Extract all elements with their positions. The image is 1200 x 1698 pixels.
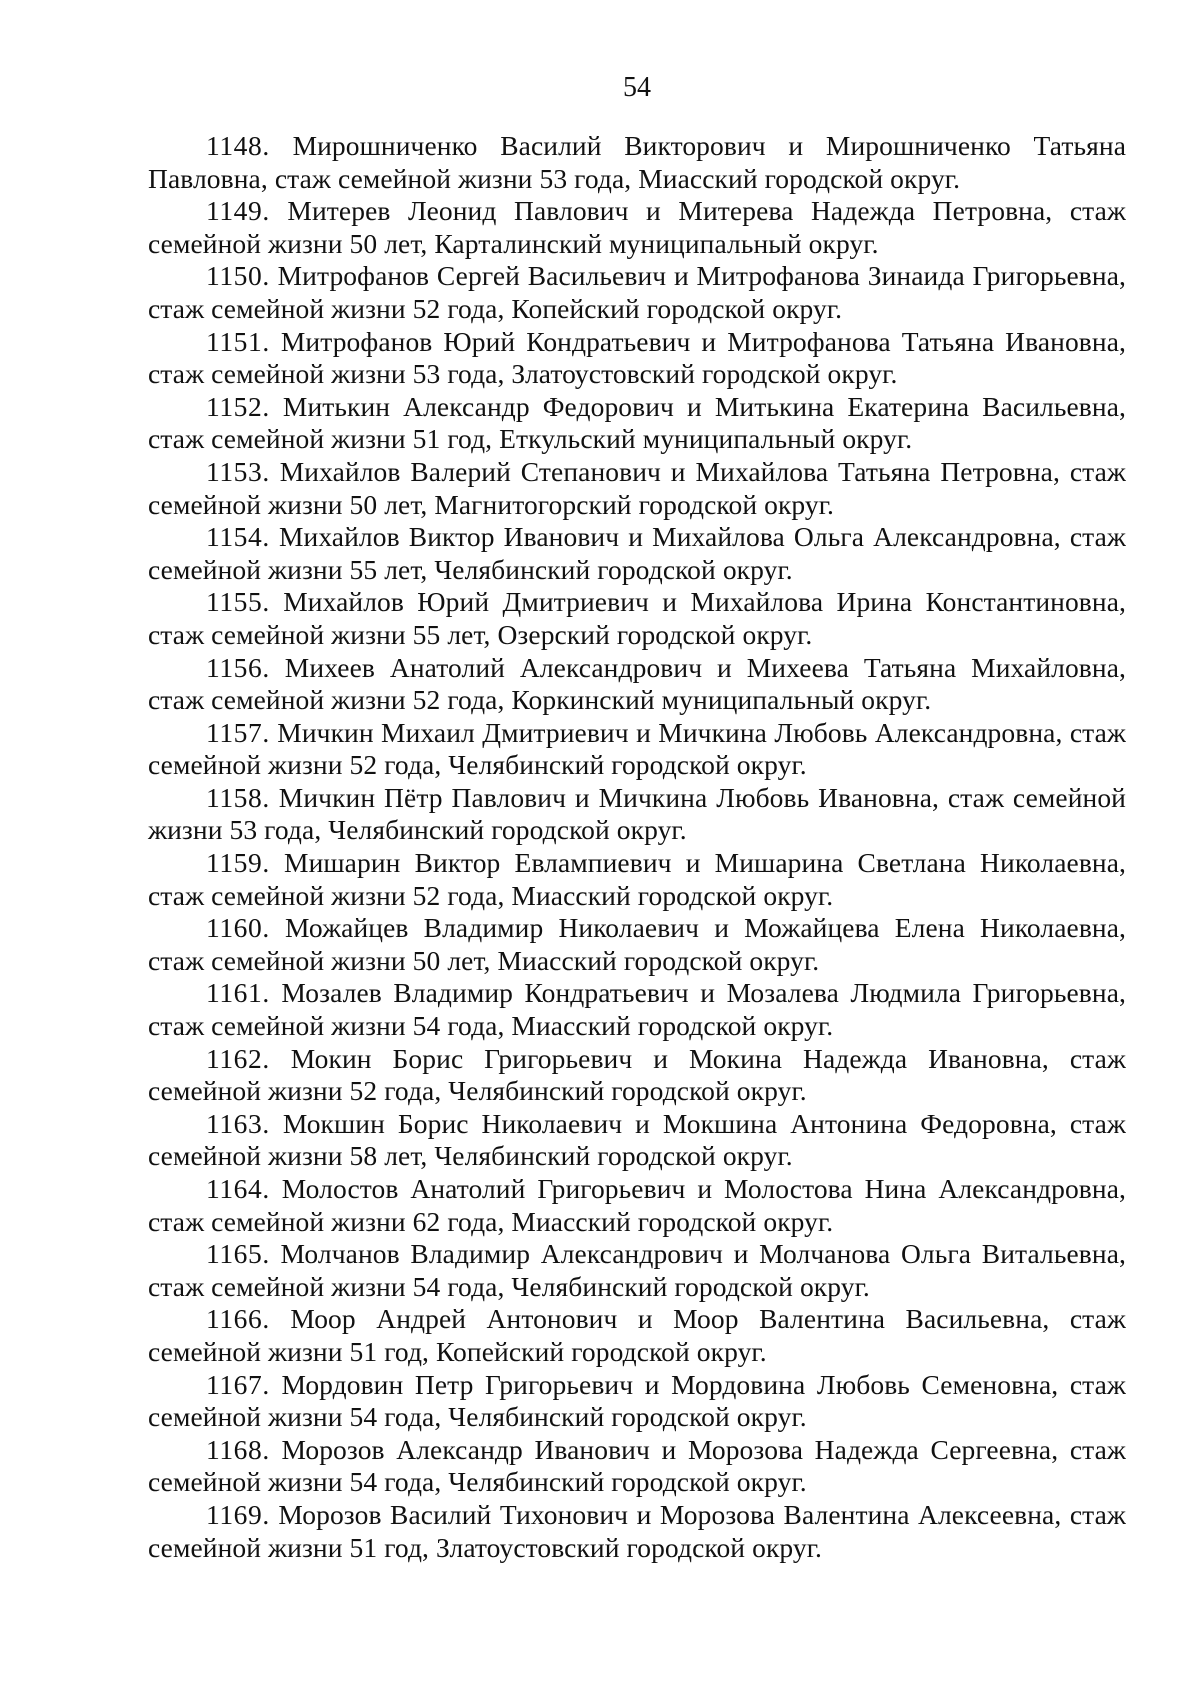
list-item	[148, 1108, 1126, 1173]
entry-list	[148, 130, 1126, 1564]
entry-text: Михайлов Виктор Иванович и Михайлова Ольга Александровна, стаж семейной жизни 55 лет, Челябинский городской округ.	[148, 521, 1126, 585]
entry-text: Мичкин Пётр Павлович и Мичкина Любовь Ивановна, стаж семейной жизни 53 года, Челябинский городской округ.	[148, 781, 1126, 846]
entry-number: 1148.	[206, 130, 270, 161]
entry-text: Митькин Александр Федорович и Митькина Екатерина Васильевна, стаж семейной жизни 51 год, Еткульский муниципальный округ.	[148, 390, 1126, 455]
list-item	[148, 977, 1126, 1042]
entry-number: 1161.	[206, 977, 270, 1009]
entry-number: 1149.	[206, 195, 270, 227]
entry-text: Митрофанов Сергей Васильевич и Митрофанова Зинаида Григорьевна, стаж семейной жизни 52 года, Копейский городской округ.	[148, 260, 1126, 324]
entry-text: Мишарин Виктор Евлампиевич и Мишарина Светлана Николаевна, стаж семейной жизни 52 года, Миасский городской округ.	[148, 847, 1126, 911]
entry-text: Можайцев Владимир Николаевич и Можайцева Елена Николаевна, стаж семейной жизни 50 лет, Миасский городской округ.	[148, 912, 1127, 976]
list-item	[148, 1369, 1126, 1434]
list-item	[148, 456, 1126, 521]
entry-number: 1167.	[206, 1368, 270, 1400]
entry-text: Морозов Василий Тихонович и Морозова Валентина Алексеевна, стаж семейной жизни 51 год, Златоустовский городской округ.	[148, 1498, 1126, 1563]
list-item	[148, 652, 1126, 717]
entry-number: 1162.	[206, 1042, 270, 1074]
entry-text: Морозов Александр Иванович и Морозова Надежда Сергеевна, стаж семейной жизни 54 года, Челябинский городской округ.	[148, 1433, 1126, 1498]
list-item	[148, 521, 1126, 586]
document-page	[148, 0, 1126, 1698]
list-item	[148, 1173, 1126, 1238]
list-item	[148, 1043, 1126, 1108]
list-item	[148, 1238, 1126, 1303]
list-item	[148, 391, 1126, 456]
entry-number: 1154.	[206, 521, 270, 553]
entry-number: 1157.	[206, 716, 270, 748]
list-item	[148, 1499, 1126, 1564]
entry-number: 1155.	[206, 586, 270, 618]
entry-text: Митрофанов Юрий Кондратьевич и Митрофанова Татьяна Ивановна, стаж семейной жизни 53 года, Златоустовский городской округ.	[148, 325, 1126, 390]
entry-number: 1153.	[206, 455, 270, 487]
list-item	[148, 260, 1126, 325]
entry-number: 1160.	[206, 912, 270, 944]
entry-text: Молостов Анатолий Григорьевич и Молостова Нина Александровна, стаж семейной жизни 62 года, Миасский городской округ.	[148, 1173, 1126, 1237]
list-item	[148, 1303, 1126, 1368]
entry-text: Моор Андрей Антонович и Моор Валентина Васильевна, стаж семейной жизни 51 год, Копейский городской округ.	[148, 1303, 1126, 1367]
list-item	[148, 847, 1126, 912]
list-item	[148, 130, 1126, 195]
entry-text: Михеев Анатолий Александрович и Михеева Татьяна Михайловна, стаж семейной жизни 52 года, Коркинский муниципальный округ.	[148, 651, 1126, 716]
entry-text: Мирошниченко Василий Викторович и Мирошниченко Татьяна Павловна, стаж семейной жизни 53 года, Миасский городской округ.	[148, 130, 1126, 194]
entry-number: 1152.	[206, 390, 270, 422]
entry-text: Мичкин Михаил Дмитриевич и Мичкина Любовь Александровна, стаж семейной жизни 52 года, Челябинский городской округ.	[148, 716, 1126, 781]
entry-number: 1166.	[206, 1303, 270, 1335]
entry-text: Мозалев Владимир Кондратьевич и Мозалева Людмила Григорьевна, стаж семейной жизни 54 года, Миасский городской округ.	[148, 977, 1126, 1042]
entry-number: 1169.	[206, 1498, 270, 1530]
list-item	[148, 326, 1126, 391]
entry-number: 1165.	[206, 1238, 270, 1270]
entry-number: 1150.	[206, 260, 270, 292]
list-item	[148, 912, 1126, 977]
entry-text: Митерев Леонид Павлович и Митерева Надежда Петровна, стаж семейной жизни 50 лет, Карталинский муниципальный округ.	[148, 195, 1126, 259]
entry-number: 1163.	[206, 1107, 270, 1139]
entry-text: Мокин Борис Григорьевич и Мокина Надежда Ивановна, стаж семейной жизни 52 года, Челябинский городской округ.	[148, 1042, 1126, 1107]
list-item	[148, 782, 1126, 847]
entry-number: 1158.	[206, 781, 270, 813]
page-number: 54	[623, 72, 651, 103]
list-item	[148, 717, 1126, 782]
entry-text: Михайлов Юрий Дмитриевич и Михайлова Ирина Константиновна, стаж семейной жизни 55 лет, Озерский городской округ.	[148, 586, 1126, 650]
entry-number: 1159.	[206, 847, 270, 879]
entry-text: Молчанов Владимир Александрович и Молчанова Ольга Витальевна, стаж семейной жизни 54 года, Челябинский городской округ.	[148, 1238, 1126, 1302]
entry-text: Мокшин Борис Николаевич и Мокшина Антонина Федоровна, стаж семейной жизни 58 лет, Челябинский городской округ.	[148, 1107, 1127, 1172]
entry-text: Михайлов Валерий Степанович и Михайлова Татьяна Петровна, стаж семейной жизни 50 лет, Магнитогорский городской округ.	[148, 455, 1126, 520]
list-item	[148, 586, 1126, 651]
entry-number: 1151.	[206, 325, 270, 357]
list-item	[148, 1434, 1126, 1499]
entry-number: 1168.	[206, 1433, 270, 1465]
entry-text: Мордовин Петр Григорьевич и Мордовина Любовь Семеновна, стаж семейной жизни 54 года, Челябинский городской округ.	[148, 1368, 1126, 1433]
entry-number: 1156.	[206, 651, 270, 683]
list-item	[148, 195, 1126, 260]
entry-number: 1164.	[206, 1173, 270, 1204]
